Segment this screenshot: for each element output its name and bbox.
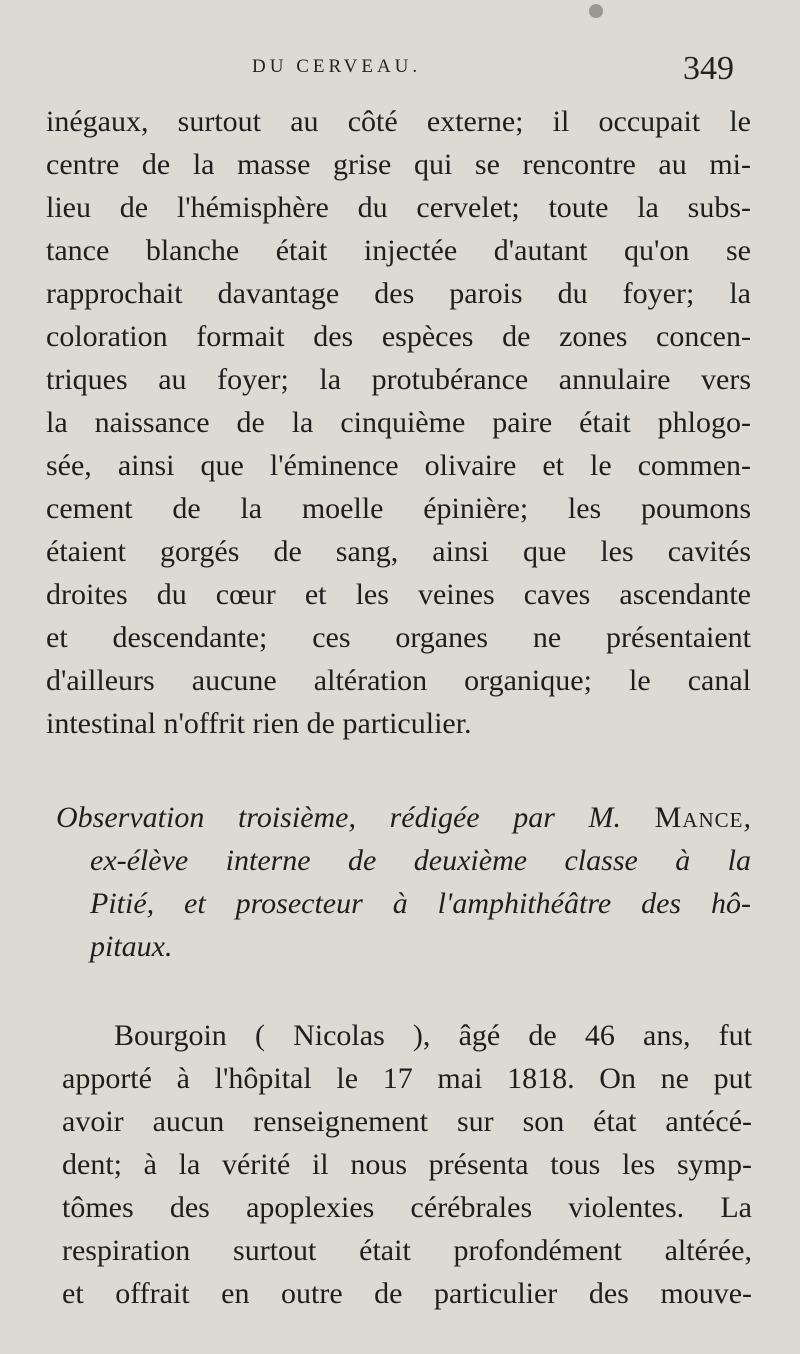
- text-line: coloration formait des espèces de zones concen-: [46, 320, 751, 353]
- text-line: apporté à l'hôpital le 17 mai 1818. On ne put: [62, 1062, 752, 1095]
- text-line: étaient gorgés de sang, ainsi que les cavités: [46, 535, 751, 568]
- text-line: respiration surtout était profondément altérée,: [62, 1234, 752, 1267]
- author-name: Mance: [654, 801, 744, 834]
- heading-punct: ,: [743, 801, 751, 834]
- observation-heading: [56, 796, 751, 968]
- text-line: tance blanche était injectée d'autant qu'on se: [46, 234, 751, 267]
- text-line: rapprochait davantage des parois du foyer; la: [46, 277, 751, 310]
- text-line: inégaux, surtout au côté externe; il occupait le: [46, 105, 751, 138]
- heading-line: Pitié, et prosecteur à l'amphithéâtre des hô-: [90, 887, 751, 920]
- text-line: droites du cœur et les veines caves ascendante: [46, 578, 751, 611]
- text-line: d'ailleurs aucune altération organique; le canal: [46, 664, 751, 697]
- text-line: lieu de l'hémisphère du cervelet; toute la subs-: [46, 191, 751, 224]
- text-line: et offrait en outre de particulier des mouve-: [62, 1277, 752, 1310]
- paragraph-autopsy: [46, 100, 751, 745]
- text-line: cement de la moelle épinière; les poumons: [46, 492, 751, 525]
- text-line: centre de la masse grise qui se rencontre au mi-: [46, 148, 751, 181]
- heading-line: [56, 796, 751, 839]
- ink-speck: [589, 4, 603, 18]
- text-line: sée, ainsi que l'éminence olivaire et le commen-: [46, 449, 751, 482]
- heading-line: ex-élève interne de deuxième classe à la: [90, 844, 751, 877]
- text-line: tômes des apoplexies cérébrales violentes. La: [62, 1191, 752, 1224]
- text-line: et descendante; ces organes ne présentaient: [46, 621, 751, 654]
- running-head: DU CERVEAU.: [252, 56, 422, 77]
- text-line: intestinal n'offrit rien de particulier.: [46, 707, 472, 740]
- text-line: avoir aucun renseignement sur son état antécé-: [62, 1105, 752, 1138]
- heading-text: Observation troisième, rédigée par M.: [56, 801, 655, 834]
- heading-line: pitaux.: [90, 930, 173, 963]
- page-number: 349: [683, 50, 734, 87]
- paragraph-case-bourgoin: [62, 1014, 752, 1315]
- text-line: la naissance de la cinquième paire était phlogo-: [46, 406, 751, 439]
- text-line: Bourgoin ( Nicolas ), âgé de 46 ans, fut: [114, 1019, 752, 1052]
- text-line: triques au foyer; la protubérance annulaire vers: [46, 363, 751, 396]
- text-line: dent; à la vérité il nous présenta tous les symp-: [62, 1148, 752, 1181]
